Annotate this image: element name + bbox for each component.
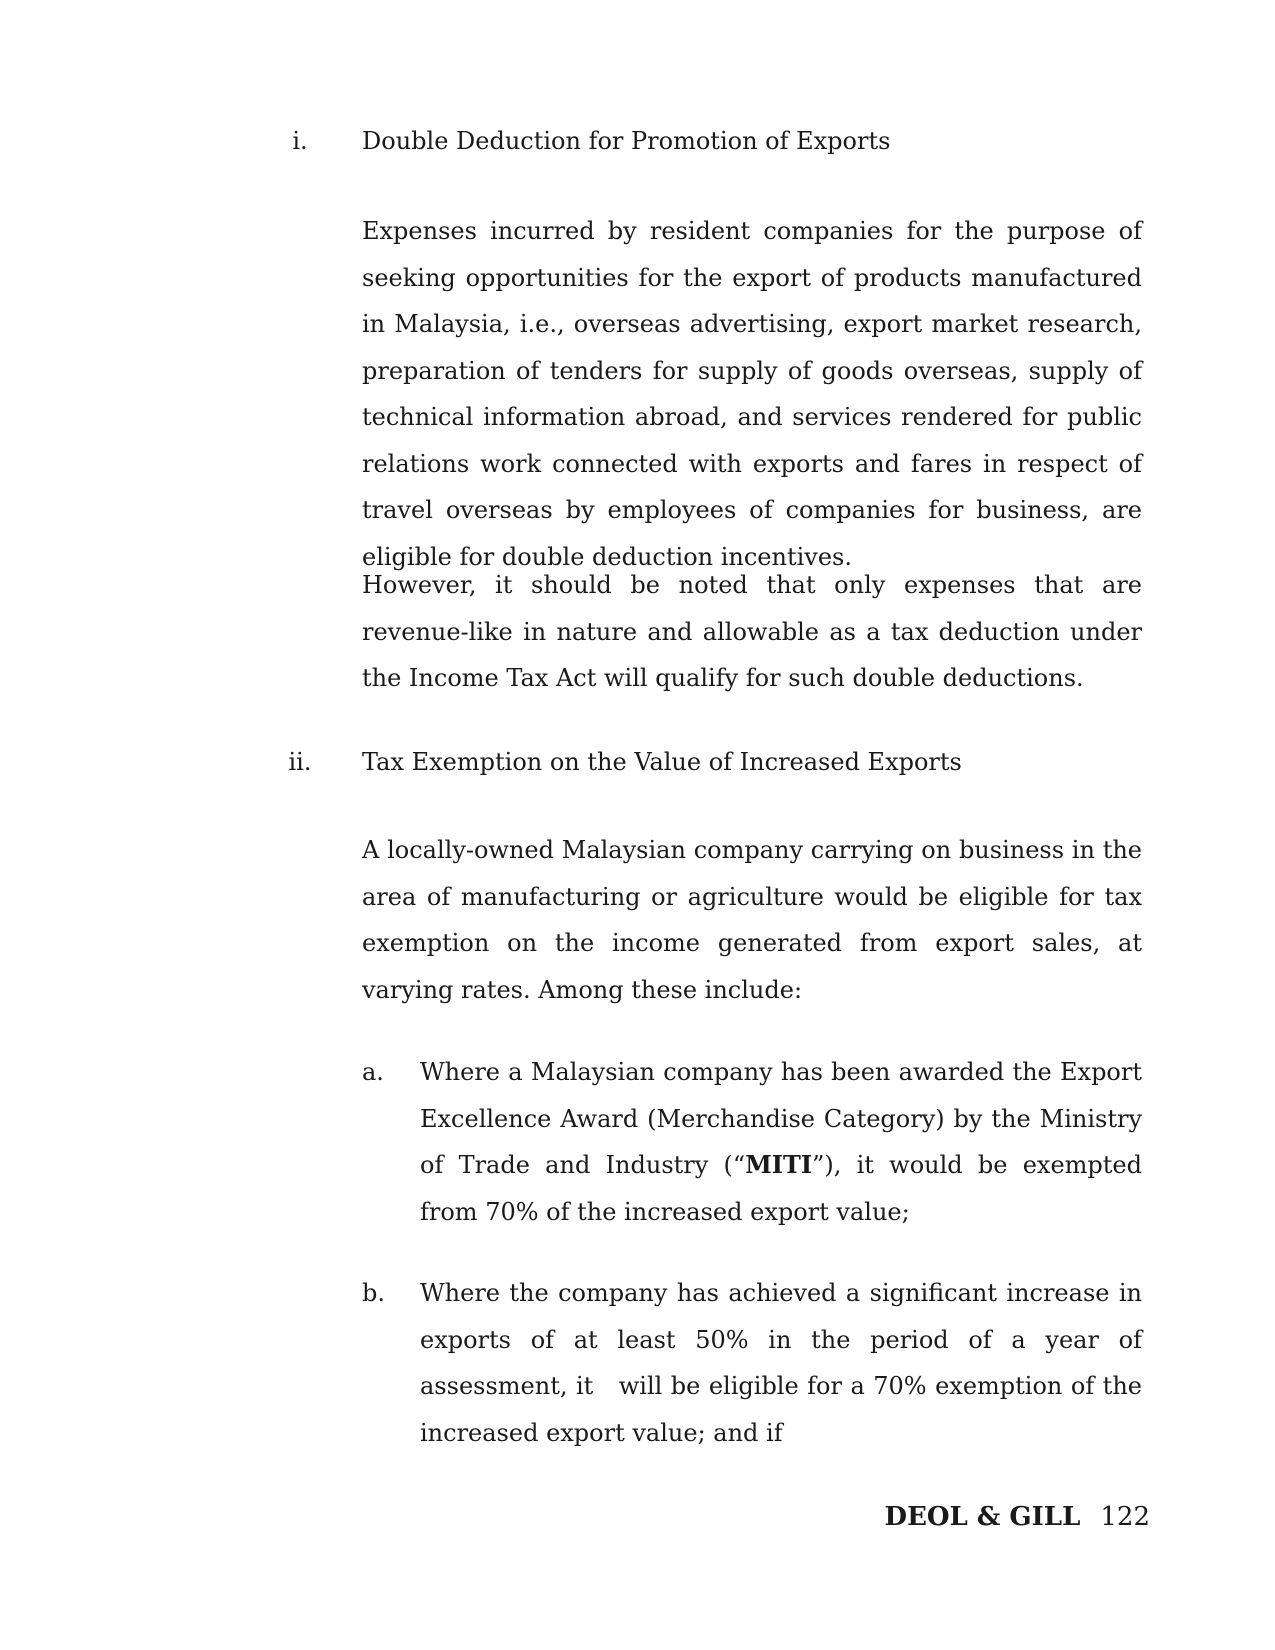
page-footer <box>885 1500 1150 1534</box>
list-item-text-part: ”), it would be exempted from 70% of the increased export value; <box>420 1151 1142 1226</box>
body-paragraph: However, it should be noted that only expenses that are revenue-like in nature and allowable as a tax deduction under the Income Tax Act will qualify for such double deductions. <box>362 571 1142 692</box>
list-item-letter: a. <box>362 1058 384 1086</box>
list-item-text-part: Where a Malaysian company has been awarded the Export Excellence Award (Merchandise Category) by the Ministry of Trade and Industry (“ <box>420 1058 1142 1179</box>
defined-term: MITI <box>745 1150 813 1179</box>
section-heading: Double Deduction for Promotion of Exports <box>362 127 891 155</box>
list-item-text: Where the company has achieved a significant increase in exports of at least 50% in the period of a year of assessment, it will be eligible for a 70% exemption of the increased export value; and if <box>420 1279 1150 1447</box>
body-paragraph: A locally-owned Malaysian company carrying on business in the area of manufacturing or agriculture would be eligible for tax exemption on the income generated from export sales, at varying rates. Among these include: <box>362 836 1142 1004</box>
body-paragraph: Expenses incurred by resident companies for the purpose of seeking opportunities for the export of products manufactured in Malaysia, i.e., overseas advertising, export market research, preparation of tenders for supply of goods overseas, supply of technical information abroad, and services rendered for public relations work connected with exports and fares in respect of travel overseas by employees of companies for business, are eligible for double deduction incentives. <box>362 217 1142 571</box>
section-numeral: i. <box>292 127 308 155</box>
page-number: 122 <box>1100 1502 1150 1532</box>
list-item-letter: b. <box>362 1279 385 1307</box>
section-numeral: ii. <box>288 748 312 776</box>
list-item-text <box>420 1049 1142 1235</box>
section-heading: Tax Exemption on the Value of Increased Exports <box>362 748 962 776</box>
firm-name: DEOL & GILL <box>884 1502 1081 1532</box>
